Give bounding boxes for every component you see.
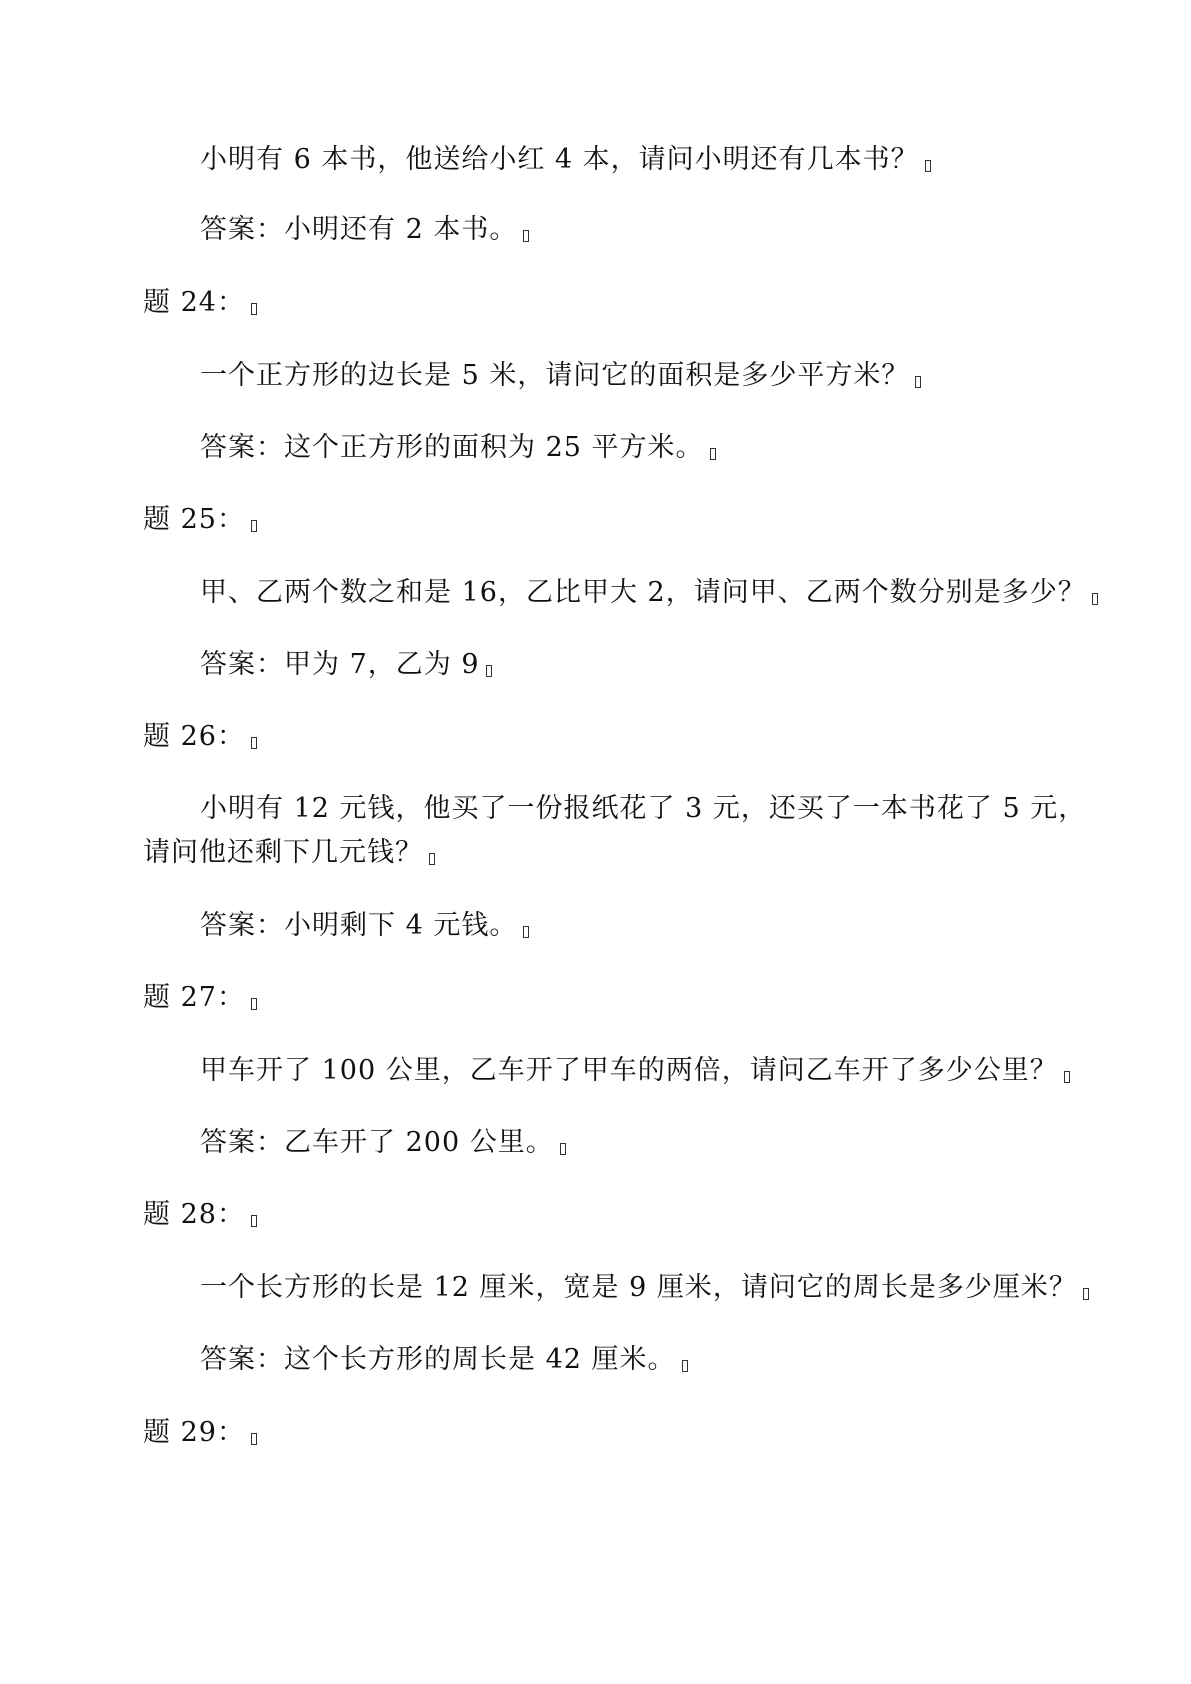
- question-27-text: 甲车开了 100 公里，乙车开了甲车的两倍，请问乙车开了多少公里？: [200, 1055, 1058, 1086]
- answer-text: [200, 1125, 566, 1161]
- paragraph-mark-icon: [523, 230, 529, 242]
- question-text: [200, 791, 1086, 827]
- question-heading: [143, 1197, 257, 1233]
- question-25-text: 甲、乙两个数之和是 16，乙比甲大 2，请问甲、乙两个数分别是多少？: [200, 577, 1086, 608]
- paragraph-mark-icon: [915, 376, 921, 388]
- heading-27: 题 27：: [143, 982, 245, 1013]
- paragraph-mark-icon: [251, 520, 257, 532]
- question-text: [200, 575, 1098, 611]
- answer-28-text: 答案：这个长方形的周长是 42 厘米。: [200, 1344, 676, 1375]
- paragraph-mark-icon: [251, 998, 257, 1010]
- question-text: [200, 358, 921, 394]
- paragraph-mark-icon: [710, 448, 716, 460]
- paragraph-mark-icon: [251, 1433, 257, 1445]
- paragraph-mark-icon: [1092, 593, 1098, 605]
- answer-26-text: 答案：小明剩下 4 元钱。: [200, 910, 518, 941]
- paragraph-mark-icon: [1083, 1288, 1089, 1300]
- answer-23-text: 答案：小明还有 2 本书。: [200, 214, 518, 245]
- paragraph-mark-icon: [429, 853, 435, 865]
- answer-text: [200, 647, 492, 683]
- question-heading: [143, 980, 257, 1016]
- answer-text: [200, 908, 529, 944]
- answer-text: [200, 430, 716, 466]
- paragraph-mark-icon: [486, 665, 492, 677]
- paragraph-mark-icon: [523, 926, 529, 938]
- question-text: [200, 1270, 1089, 1306]
- paragraph-mark-icon: [251, 303, 257, 315]
- question-26-text-line2: 请问他还剩下几元钱？: [143, 837, 423, 868]
- answer-25-text: 答案：甲为 7，乙为 9: [200, 649, 480, 680]
- question-24-text: 一个正方形的边长是 5 米，请问它的面积是多少平方米？: [200, 360, 910, 391]
- question-23-text: 小明有 6 本书，他送给小红 4 本，请问小明还有几本书？: [200, 144, 919, 175]
- heading-25: 题 25：: [143, 504, 245, 535]
- question-heading: [143, 502, 257, 538]
- answer-24-text: 答案：这个正方形的面积为 25 平方米。: [200, 432, 704, 463]
- answer-text: [200, 212, 529, 248]
- question-text: [200, 142, 931, 178]
- paragraph-mark-icon: [560, 1143, 566, 1155]
- paragraph-mark-icon: [251, 737, 257, 749]
- heading-29: 题 29：: [143, 1417, 245, 1448]
- question-text: [200, 1053, 1070, 1089]
- question-heading: [143, 285, 257, 321]
- paragraph-mark-icon: [251, 1215, 257, 1227]
- question-28-text: 一个长方形的长是 12 厘米，宽是 9 厘米，请问它的周长是多少厘米？: [200, 1272, 1077, 1303]
- heading-28: 题 28：: [143, 1199, 245, 1230]
- question-text: [143, 835, 435, 871]
- question-26-text-line1: 小明有 12 元钱，他买了一份报纸花了 3 元，还买了一本书花了 5 元，: [200, 793, 1087, 824]
- answer-text: [200, 1342, 688, 1378]
- question-heading: [143, 1415, 257, 1451]
- paragraph-mark-icon: [682, 1360, 688, 1372]
- question-heading: [143, 719, 257, 755]
- heading-26: 题 26：: [143, 721, 245, 752]
- paragraph-mark-icon: [925, 160, 931, 172]
- answer-27-text: 答案：乙车开了 200 公里。: [200, 1127, 554, 1158]
- paragraph-mark-icon: [1064, 1071, 1070, 1083]
- heading-24: 题 24：: [143, 287, 245, 318]
